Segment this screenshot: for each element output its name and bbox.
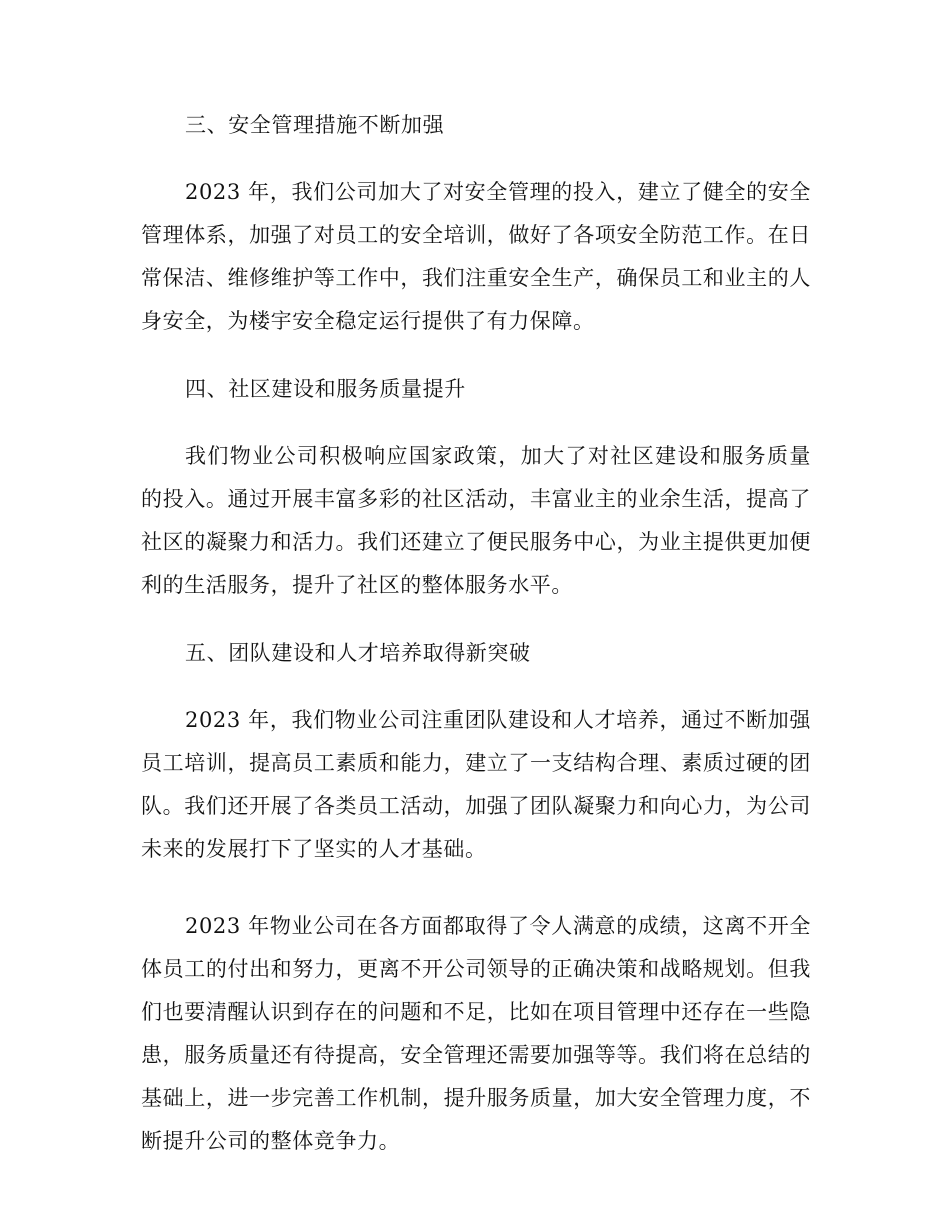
conclusion-paragraph: 2023 年物业公司在各方面都取得了令人满意的成绩，这离不开全体员工的付出和努力，更离不开公司领导的正确决策和战略规划。但我们也要清醒认识到存在的问题和不足，比如在项目管理中还存在一些隐患，服务质量还有待提高，安全管理还需要加强等等。我们将在总结的基础上，进一步完善工作机制，提升服务质量，加大安全管理力度，不断提升公司的整体竞争力。: [141, 914, 811, 1153]
section-paragraph-team: 2023 年，我们物业公司注重团队建设和人才培养，通过不断加强员工培训，提高员工素质和能力，建立了一支结构合理、素质过硬的团队。我们还开展了各类员工活动，加强了团队凝聚力和向心力，为公司未来的发展打下了坚实的人才基础。: [141, 708, 811, 861]
section-heading-team: 五、团队建设和人才培养取得新突破: [185, 641, 531, 665]
document-body: [141, 103, 811, 1187]
section-heading-community: 四、社区建设和服务质量提升: [185, 377, 466, 401]
section-heading-safety: 三、安全管理措施不断加强: [185, 113, 445, 137]
section-paragraph-community: 我们物业公司积极响应国家政策，加大了对社区建设和服务质量的投入。通过开展丰富多彩的社区活动，丰富业主的业余生活，提高了社区的凝聚力和活力。我们还建立了便民服务中心，为业主提供更加便利的生活服务，提升了社区的整体服务水平。: [141, 444, 811, 597]
section-paragraph-safety: 2023 年，我们公司加大了对安全管理的投入，建立了健全的安全管理体系，加强了对员工的安全培训，做好了各项安全防范工作。在日常保洁、维修维护等工作中，我们注重安全生产，确保员工和业主的人身安全，为楼宇安全稳定运行提供了有力保障。: [141, 180, 811, 333]
